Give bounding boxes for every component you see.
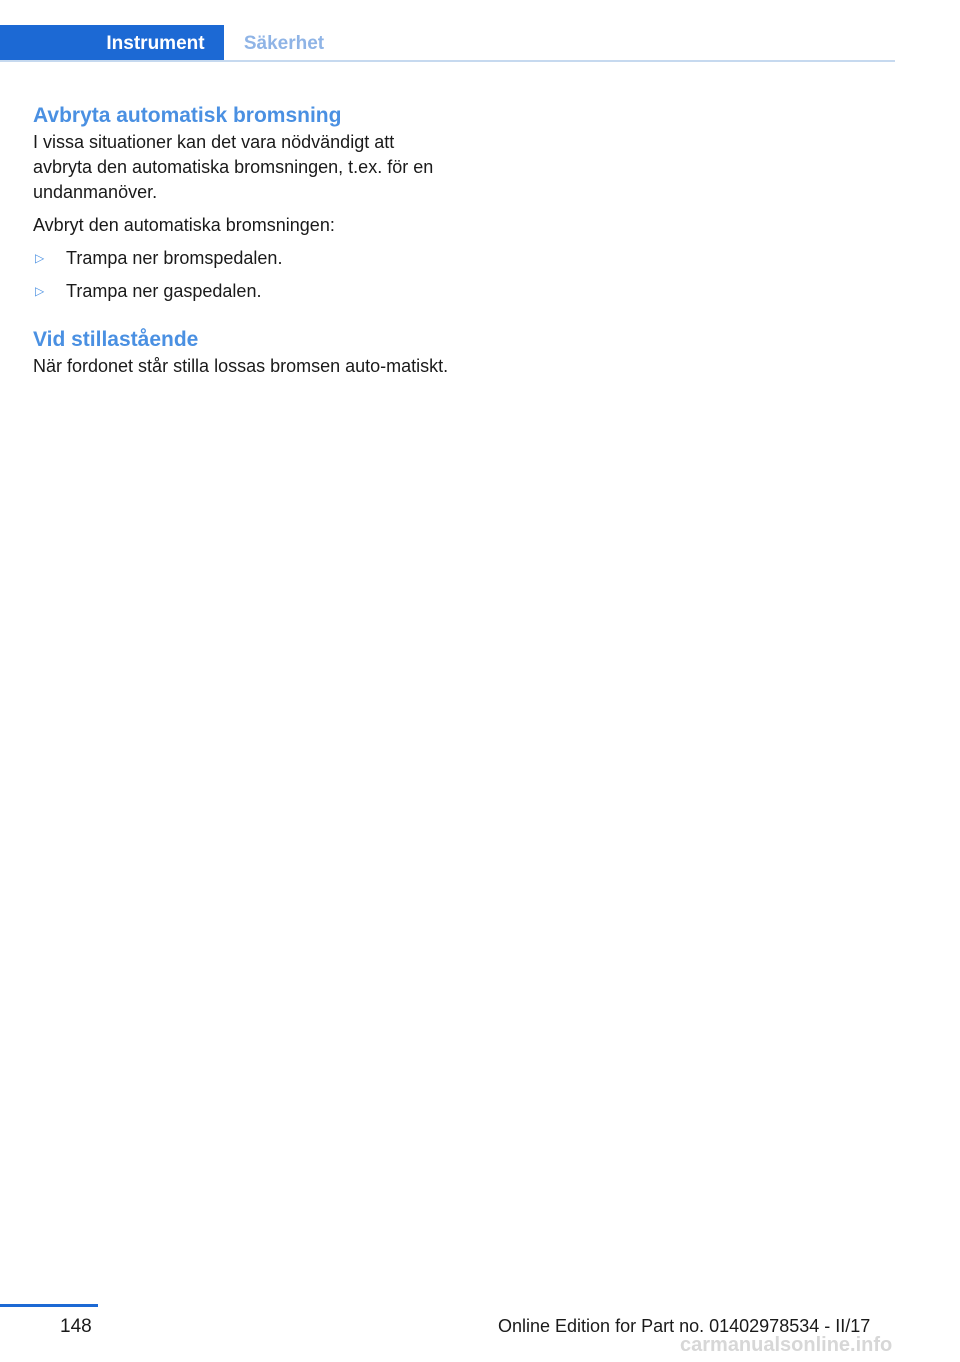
tab-accent-bar (0, 25, 87, 62)
list-item (33, 279, 453, 304)
paragraph-standstill: När fordonet står stilla lossas bromsen auto-matiskt. (33, 356, 449, 376)
page-number: 148 (60, 1316, 92, 1337)
paragraph-intro: I vissa situationer kan det vara nödvändigt att avbryta den automatiska bromsningen, t.ex. för en undanmanöver. (33, 132, 434, 202)
triangle-right-outline-icon: ▷ (35, 284, 45, 298)
list-item-text: Trampa ner gaspedalen. (66, 281, 262, 301)
edition-text: Online Edition for Part no. 01402978534 - II/17 (498, 1316, 871, 1336)
section-heading-avbryta: Avbryta automatisk bromsning (33, 104, 342, 127)
section-spacer (33, 312, 453, 326)
header-divider (0, 60, 895, 62)
section-heading-stillastaende: Vid stillastående (33, 328, 199, 351)
watermark: carmanualsonline.info (680, 1334, 893, 1356)
triangle-right-outline-icon: ▷ (35, 251, 45, 265)
tab-instrument[interactable]: Instrument (87, 25, 224, 62)
paragraph-instruction: Avbryt den automatiska bromsningen: (33, 215, 335, 235)
footer-accent-line (0, 1304, 98, 1307)
tab-sakerhet[interactable]: Säkerhet (243, 32, 325, 54)
bullet-list (33, 246, 453, 304)
list-item (33, 246, 453, 271)
page-header (0, 0, 895, 62)
list-item-text: Trampa ner bromspedalen. (66, 248, 283, 268)
main-content (33, 102, 453, 387)
